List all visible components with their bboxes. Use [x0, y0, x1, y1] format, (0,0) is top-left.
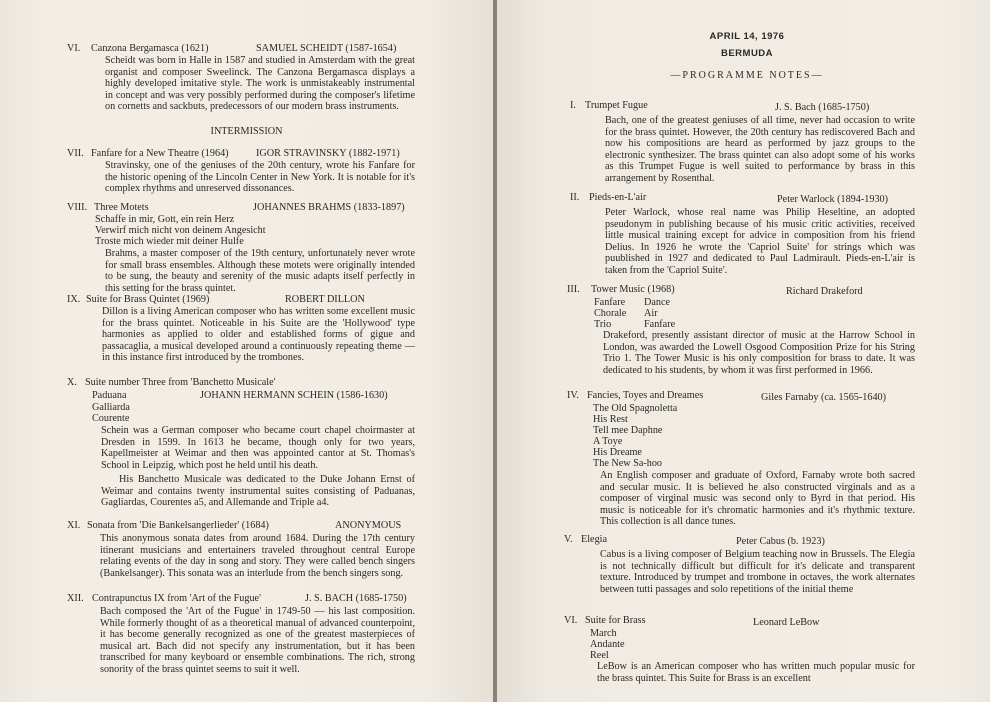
item-iii-movement: Chorale [594, 308, 627, 319]
item-v-composer: Peter Cabus (b. 1923) [736, 536, 825, 547]
item-iii-movement: Fanfare [644, 319, 676, 330]
item-xii-composer: J. S. BACH (1685-1750) [305, 593, 407, 604]
item-xi-composer: ANONYMOUS [335, 520, 402, 531]
item-vi-r-title: Suite for Brass [585, 615, 646, 626]
item-iv-movement: His Dreame [593, 447, 642, 458]
item-i-notes: Bach, one of the greatest geniuses of all time, never had occasion to write for the brass quintet. However, the 20th century has rediscovered Bach and now his compositions are heard as performed by jazz groups to the electronic synthesizer. The brass quintet can also adopt some of his works as this Trumpet Fugue is well suited to performance by brass in this arrangement by Rosenthal. [605, 115, 915, 184]
item-iv-movement: A Toye [593, 436, 623, 447]
intermission-heading: INTERMISSION [210, 126, 283, 137]
item-viii-composer: JOHANNES BRAHMS (1833-1897) [253, 202, 405, 213]
item-vi-r-movement: March [590, 628, 617, 639]
item-iv-number: IV. [567, 390, 579, 401]
item-ix-title: Suite for Brass Quintet (1969) [86, 294, 210, 305]
item-x-movement: Paduana [92, 390, 127, 401]
item-vii-number: VII. [67, 148, 84, 159]
item-i-number: I. [570, 100, 576, 111]
item-iv-movement: Tell mee Daphne [593, 425, 663, 436]
item-iii-composer: Richard Drakeford [786, 286, 863, 297]
item-x-movement: Courente [92, 413, 130, 424]
item-vii-composer: IGOR STRAVINSKY (1882-1971) [256, 148, 400, 159]
item-viii-movement: Verwirf mich nicht von deinem Angesicht [95, 225, 266, 236]
item-iii-movement: Dance [644, 297, 671, 308]
item-ix-composer: ROBERT DILLON [285, 294, 365, 305]
item-x-notes-2: His Banchetto Musicale was dedicated to the Duke Johann Ernst of Weimar and contains twenty instrumental suites consisting of Paduanas, Gagliardas, Courentes a5, and Allemande and Triple a4. [101, 474, 415, 509]
item-xii-title: Contrapunctus IX from 'Art of the Fugue' [92, 593, 261, 604]
item-vi-number: VI. [67, 43, 81, 54]
item-x-movement: Galliarda [92, 402, 130, 413]
item-iv-notes: An English composer and graduate of Oxford, Farnaby wrote both sacred and secular music. It is believed he also constructed virginals and as a composer of virginal music was second only to Byrd in that period. His music is noticeable for it's chromatic harmonies and it's rhythmic texture. This collection is all dance tunes. [600, 470, 915, 528]
item-ix-number: IX. [67, 294, 81, 305]
item-xi-title: Sonata from 'Die Bankelsangerlieder' (1684) [87, 520, 269, 531]
item-vii-notes: Stravinsky, one of the geniuses of the 20th century, wrote his Fanfare for the historic opening of the Lincoln Center in New York. It is notable for it's complex rhythms and unreserved dissonances. [105, 160, 415, 195]
right-page [497, 0, 990, 702]
item-vi-r-notes: LeBow is an American composer who has written much popular music for the brass quintet. This Suite for Brass is an excellent [597, 661, 915, 684]
item-iii-number: III. [567, 284, 580, 295]
left-page [0, 0, 493, 702]
item-iv-composer: Giles Farnaby (ca. 1565-1640) [761, 392, 887, 403]
item-vi-r-movement: Reel [590, 650, 609, 661]
item-vi-notes: Scheidt was born in Halle in 1587 and studied in Amsterdam with the great organist and composer Sweelinck. The Canzona Bergamasca displays a highly developed imitative style. The work is unmistakeably instrumental in concept and was very possibly performed during the composer's lifetime on cornetts and sackbuts, predecessors of our modern brass instruments. [105, 55, 415, 113]
programme-notes-heading: —PROGRAMME NOTES— [670, 70, 824, 81]
item-iv-movement: His Rest [593, 414, 628, 425]
item-iv-title: Fancies, Toyes and Dreames [587, 390, 704, 401]
item-viii-number: VIII. [67, 202, 88, 213]
item-viii-movement: Schaffe in mir, Gott, ein rein Herz [95, 214, 235, 225]
item-xi-notes: This anonymous sonata dates from around 1684. During the 17th century itinerant musicians and entertainers traveled throughout central Europe relating events of the day in song and story. They were called bench singers (Bankelsanger). This sonata was an interlude from the bench singers song. [100, 533, 415, 579]
item-xii-notes: Bach composed the 'Art of the Fugue' in 1749-50 — his last composition. While formerly thought of as a theoretical manual of advanced counterpoint, it has become generally recognized as one of the greatest masterpieces of musical art. Bach did not specify any instrumentation, but it has been transcribed for many keyboard or ensemble combinations. The rich, strong sonority of the brass quintet seems to suit it well. [100, 606, 415, 675]
item-v-number: V. [564, 534, 573, 545]
item-i-title: Trumpet Fugue [585, 100, 648, 111]
item-xii-number: XII. [67, 593, 84, 604]
concert-place: BERMUDA [720, 48, 774, 59]
item-vi-r-number: VI. [564, 615, 578, 626]
item-x-number: X. [67, 377, 77, 388]
item-iii-notes: Drakeford, presently assistant director of music at the Harrow School in London, was awarded the Lowell Osgood Composition Prize for his String Trio 1. The Tower Music is his only composition for brass to date. It was dedicated to his students, by whom it was first performed in 1966. [603, 330, 915, 376]
item-ii-title: Pieds-en-L'air [589, 192, 647, 203]
item-i-composer: J. S. Bach (1685-1750) [775, 102, 870, 113]
item-ii-notes: Peter Warlock, whose real name was Philip Heseltine, an adopted pseudonym in publishing because of his music critic activities, received little musical training except for advice in composition from his friend Delius. In 1926 he wrote the 'Capriol Suite' for strings which was puublished in 1927 and dedicated to Paul Ladmirault. Pieds-en-L'air is taken from the 'Capriol Suite'. [605, 207, 915, 276]
item-iv-movement: The Old Spagnoletta [593, 403, 678, 414]
item-x-notes: Schein was a German composer who became court chapel choirmaster at Dresden in 1599. In 1613 he became, though only for two years, Kapellmeister at Weimar and then was appointed cantor at St. Thomas's School in Leipzig, which post he held until his death. [101, 425, 415, 471]
concert-date: APRIL 14, 1976 [709, 31, 785, 42]
item-iii-movement: Air [644, 308, 658, 319]
item-viii-title: Three Motets [94, 202, 149, 213]
item-x-title: Suite number Three from 'Banchetto Musicale' [85, 377, 276, 388]
item-viii-notes: Brahms, a master composer of the 19th century, unfortunately never wrote for small brass ensembles. Although these motets were originally intended to be sung, the beauty and serenity of the music adapts itself perfectly in this setting for the brass quintet. [105, 248, 415, 294]
item-iii-movement: Trio [594, 319, 612, 330]
item-ii-composer: Peter Warlock (1894-1930) [777, 194, 889, 205]
item-iii-title: Tower Music (1968) [591, 284, 675, 295]
item-vii-title: Fanfare for a New Theatre (1964) [91, 148, 229, 159]
item-vi-title: Canzona Bergamasca (1621) [91, 43, 209, 54]
item-v-title: Elegia [581, 534, 608, 545]
item-iv-movement: The New Sa-hoo [593, 458, 663, 469]
item-vi-r-composer: Leonard LeBow [753, 617, 820, 628]
item-viii-movement: Troste mich wieder mit deiner Hulfe [95, 236, 244, 247]
item-vi-composer: SAMUEL SCHEIDT (1587-1654) [256, 43, 397, 54]
item-v-notes: Cabus is a living composer of Belgium teaching now in Brussels. The Elegia is not technically difficult but difficult for it's delicate and transparent texture. Introduced by trumpet and trombone in octaves, the work alternates between tutti passages and solo repetitions of the initial theme [600, 549, 915, 595]
item-x-composer: JOHANN HERMANN SCHEIN (1586-1630) [200, 390, 388, 401]
item-ix-notes: Dillon is a living American composer who has written some excellent music for the brass quintet. Noticeable in his Suite are the 'Hollywood' type harmonies as applied to older and established forms of gigue and passacaglia, a musical developed around a continuously repeating theme — in this instance first introduced by the trombones. [102, 306, 415, 364]
item-xi-number: XI. [67, 520, 81, 531]
item-iii-movement: Fanfare [594, 297, 626, 308]
item-ii-number: II. [570, 192, 580, 203]
item-vi-r-movement: Andante [590, 639, 625, 650]
